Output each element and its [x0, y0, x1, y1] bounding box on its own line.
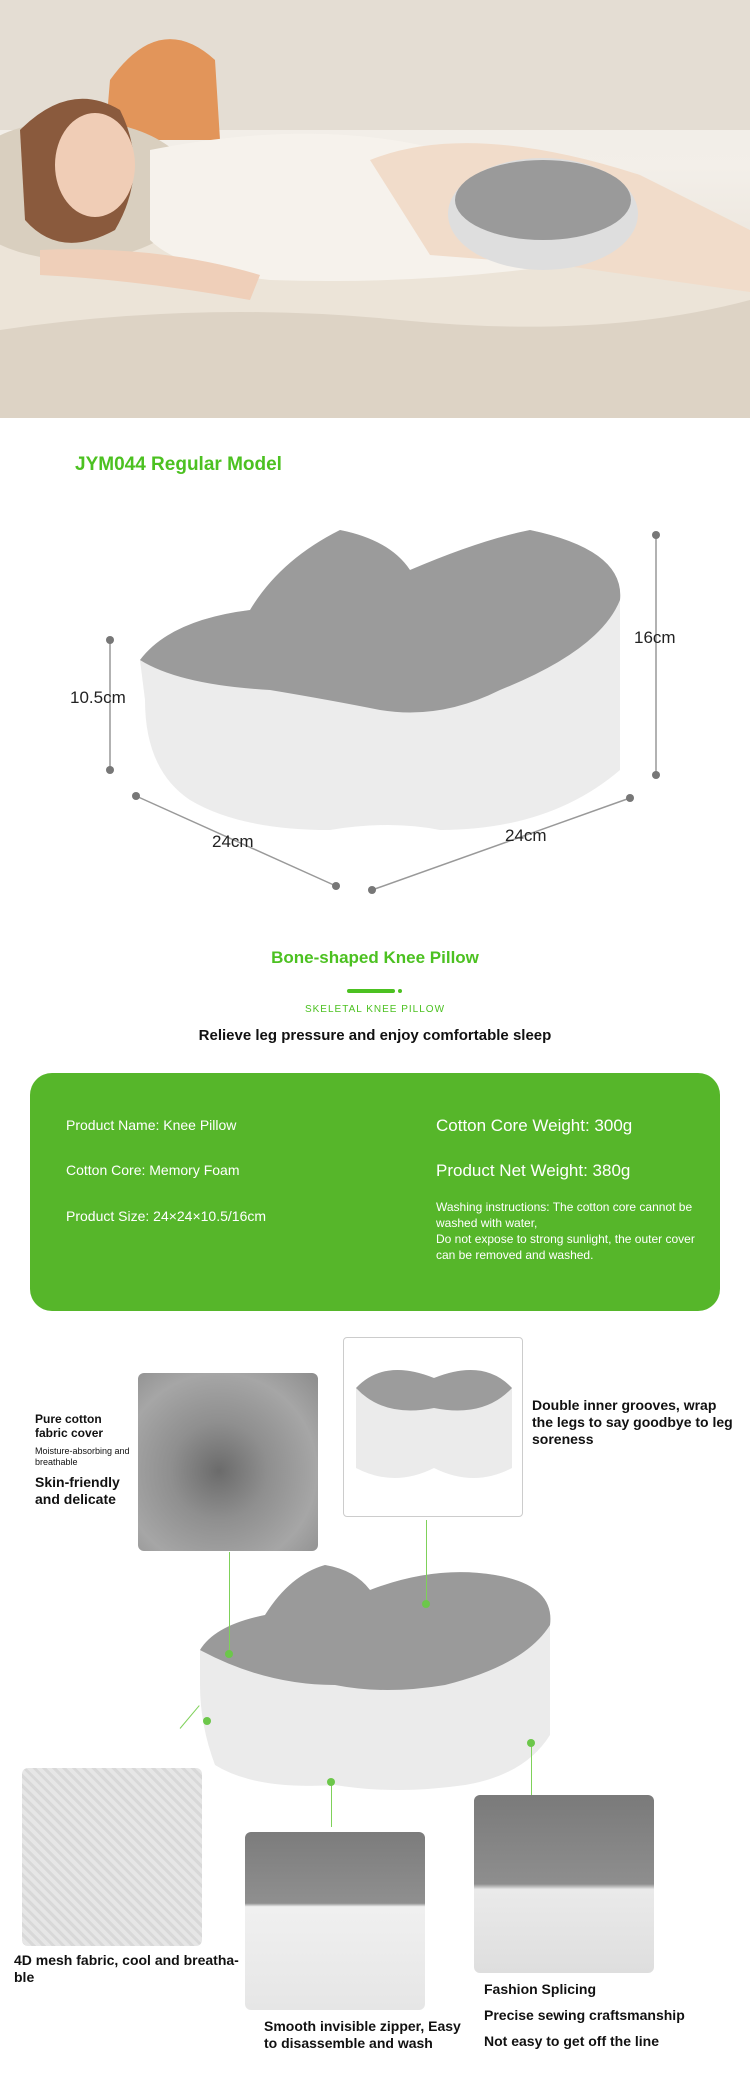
spec-product-size: Product Size: 24×24×10.5/16cm: [66, 1208, 267, 1224]
mesh-text: 4D mesh fabric, cool and breatha-ble: [14, 1952, 239, 1985]
dimension-diagram: [60, 500, 700, 900]
section-subtitle: SKELETAL KNEE PILLOW: [304, 1004, 446, 1015]
connector-cotton: [229, 1552, 230, 1652]
section-title: Bone-shaped Knee Pillow: [271, 948, 479, 967]
cotton-title: Pure cotton fabric cover: [35, 1412, 104, 1440]
splicing-photo: [474, 1795, 654, 1973]
cotton-small: Moisture-absorbing and breathable: [35, 1446, 130, 1467]
connector-splicing: [531, 1743, 532, 1795]
wash-line-1: Washing instructions: The cotton core cannot be washed with water,: [436, 1200, 693, 1230]
dot-splicing: [527, 1739, 535, 1747]
splicing-line-3: Not easy to get off the line: [484, 2033, 660, 2049]
title-underline-dot: [398, 989, 402, 993]
spec-net-weight: Product Net Weight: 380g: [436, 1161, 631, 1180]
connector-grooves: [426, 1520, 427, 1604]
title-underline: [347, 989, 395, 993]
spec-core-weight: Cotton Core Weight: 300g: [436, 1116, 633, 1135]
dimension-height-left: 10.5cm: [70, 688, 126, 707]
grooves-photo: [343, 1337, 523, 1517]
spec-cotton-core: Cotton Core: Memory Foam: [66, 1162, 240, 1178]
zipper-photo: [245, 1832, 425, 2010]
dot-zipper: [327, 1778, 335, 1786]
spec-card: [30, 1073, 720, 1311]
dot-cotton: [225, 1650, 233, 1658]
center-pillow-image: [195, 1545, 555, 1805]
dot-grooves: [422, 1600, 430, 1608]
splicing-line-1: Fashion Splicing: [484, 1981, 597, 1997]
dimension-width-left: 24cm: [212, 832, 254, 851]
hero-photo: [0, 0, 750, 418]
dimension-width-right: 24cm: [505, 826, 547, 845]
spec-washing-instructions: [436, 1199, 706, 1263]
cotton-fabric-photo: [138, 1373, 318, 1551]
dimension-height-right: 16cm: [634, 628, 676, 647]
model-title: JYM044 Regular Model: [75, 454, 282, 475]
cotton-bold: Skin-friendly and delicate: [35, 1474, 120, 1507]
zipper-text: Smooth invisible zipper, Easy to disassemble and wash: [264, 2018, 461, 2051]
section-description: Relieve leg pressure and enjoy comfortable sleep: [198, 1027, 552, 1044]
grooves-text: Double inner grooves, wrap the legs to say goodbye to leg soreness: [532, 1397, 733, 1447]
dot-mesh: [203, 1717, 211, 1725]
spec-product-name: Product Name: Knee Pillow: [66, 1117, 237, 1133]
connector-zipper: [331, 1782, 332, 1827]
splicing-line-2: Precise sewing craftsmanship: [484, 2007, 685, 2023]
mesh-fabric-photo: [22, 1768, 202, 1946]
wash-line-2: Do not expose to strong sunlight, the outer cover can be removed and washed.: [436, 1232, 695, 1262]
